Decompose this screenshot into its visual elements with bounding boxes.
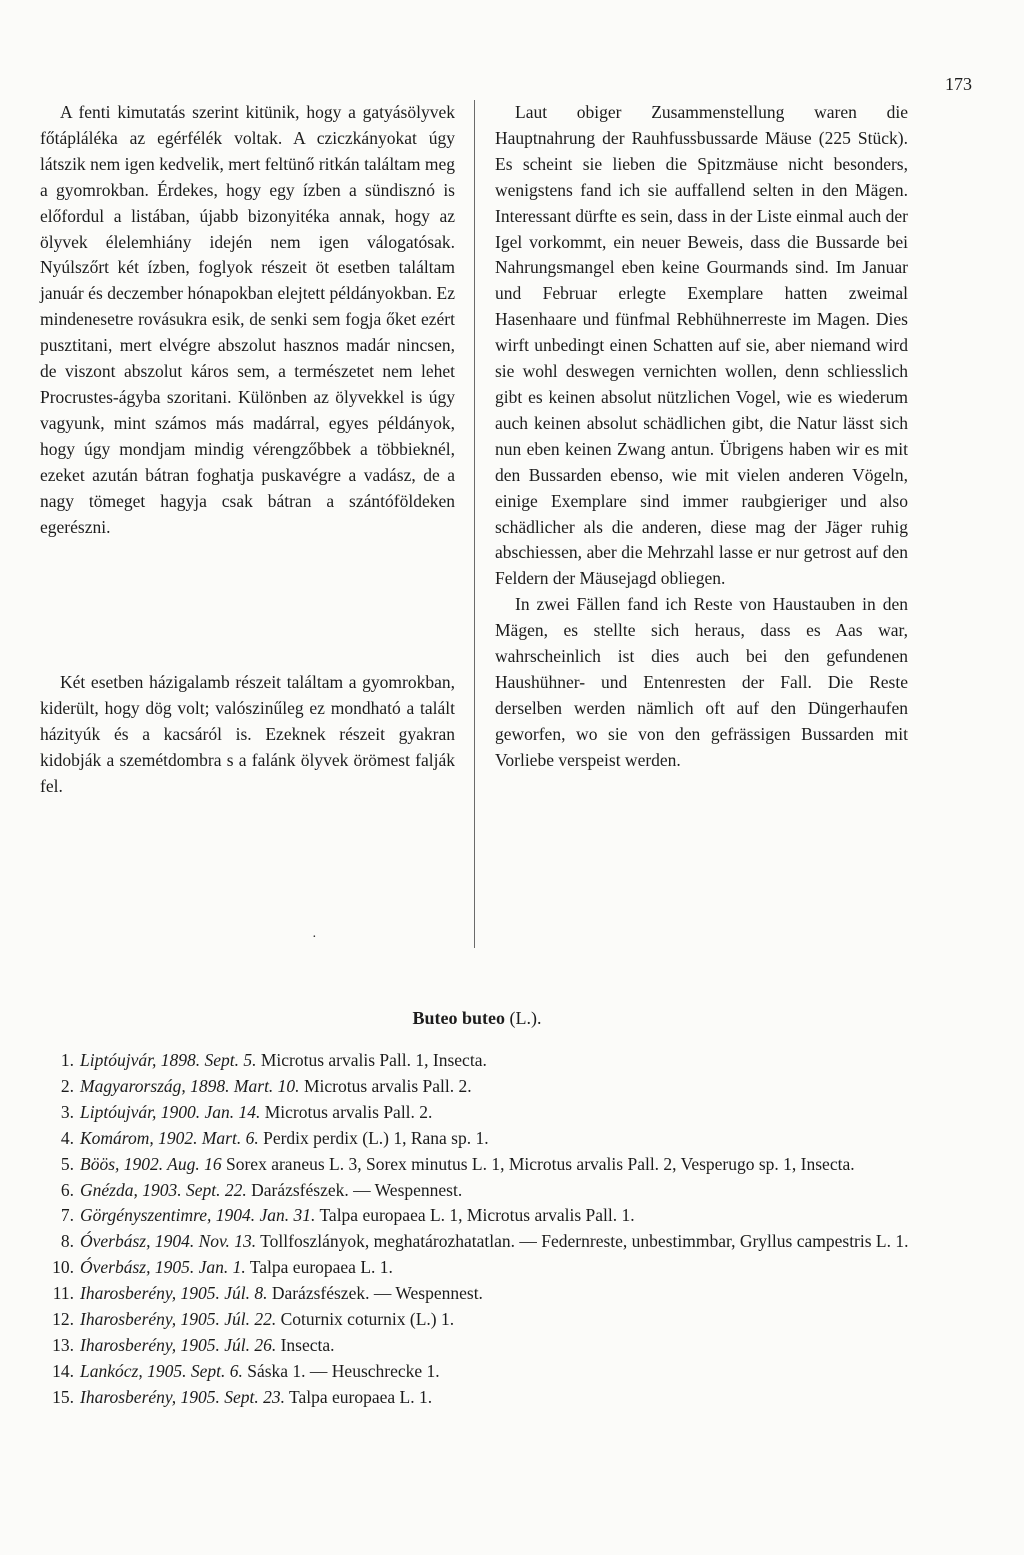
- record-place-date: Liptóujvár, 1900. Jan. 14.: [80, 1101, 261, 1122]
- record-place-date: Iharosberény, 1905. Júl. 26.: [80, 1334, 277, 1355]
- record-place-date: Óverbász, 1904. Nov. 13.: [80, 1231, 257, 1252]
- record-text: Darázsfészek. — Wespennest.: [267, 1283, 483, 1304]
- list-item: [40, 1307, 920, 1333]
- record-number: 3.: [60, 1101, 74, 1122]
- record-text: Sorex araneus L. 3, Sorex minutus L. 1, Microtus arvalis Pall. 2, Vesperugo sp. 1, Insecta.: [221, 1153, 855, 1174]
- record-number: 4.: [60, 1127, 74, 1148]
- record-number: 13.: [52, 1334, 74, 1355]
- list-item: [40, 1048, 920, 1074]
- record-text: Insecta.: [276, 1334, 335, 1355]
- record-place-date: Böös, 1902. Aug. 16: [80, 1153, 222, 1174]
- record-place-date: Óverbász, 1905. Jan. 1.: [80, 1257, 246, 1278]
- record-place-date: Liptóujvár, 1898. Sept. 5.: [80, 1050, 257, 1070]
- record-text: Tollfoszlányok, meghatározhatatlan. — Federnreste, unbestimmbar, Gryllus campestris L. 1.: [256, 1231, 909, 1252]
- record-text: Talpa europaea L. 1.: [245, 1257, 393, 1278]
- section-title: [0, 1008, 954, 1029]
- record-number: 2.: [60, 1075, 74, 1096]
- column-divider: [474, 100, 475, 948]
- left-column: [40, 100, 455, 800]
- record-place-date: Iharosberény, 1905. Júl. 22.: [80, 1309, 277, 1330]
- list-item: [40, 1074, 920, 1100]
- list-item: [40, 1229, 920, 1255]
- record-place-date: Görgényszentimre, 1904. Jan. 31.: [80, 1205, 316, 1226]
- list-item: [40, 1152, 920, 1178]
- list-item: [40, 1255, 920, 1281]
- record-text: Coturnix coturnix (L.) 1.: [276, 1309, 455, 1330]
- record-text: Sáska 1. — Heuschrecke 1.: [242, 1360, 440, 1381]
- column-gap: [40, 540, 455, 670]
- list-item: [40, 1281, 920, 1307]
- record-text: Perdix perdix (L.) 1, Rana sp. 1.: [258, 1127, 489, 1148]
- record-place-date: Gnézda, 1903. Sept. 22.: [80, 1179, 247, 1200]
- record-place-date: Iharosberény, 1905. Júl. 8.: [80, 1283, 268, 1304]
- record-text: Darázsfészek. — Wespennest.: [246, 1179, 463, 1200]
- list-item: [40, 1100, 920, 1126]
- record-place-date: Komárom, 1902. Mart. 6.: [80, 1127, 259, 1148]
- left-paragraph-2: Két esetben házigalamb részeit találtam a gyomrokban, kiderült, hogy dög volt; valószinűleg ez mondható a talált házityúk és a kacsáról is. Ezeknek részeit gyakran kidobják a szemétdombra s a falánk ölyvek örömest falják fel.: [40, 672, 455, 797]
- record-number: 10.: [52, 1257, 74, 1278]
- right-paragraph-1: Laut obiger Zusammenstellung waren die Hauptnahrung der Rauhfussbussarde Mäuse (225 Stück). Es scheint sie lieben die Spitzmäuse nicht besonders, wenigstens fand ich sie auffallend selten in den Mägen. Interessant dürfte es sein, dass in der Liste einmal auch der Igel vorkommt, ein neuer Beweis, dass die Bussarde bei Nahrungsmangel eben keine Gourmands sind. Im Januar und Februar erlegte Exemplare hatten zweimal Hasenhaare und fünfmal Rebhühnerreste im Magen. Dies wirft unbedingt einen Schatten auf sie, aber niemand wird sie wohl deswegen vernichten wollen, denn schliesslich gibt es keinen absolut nützlichen Vogel, wie es wiederum auch keinen absolut schädlichen gibt, die Natur lässt sich nun eben keinen Zwang antun. Übrigens haben wir es mit den Bussarden ebenso, wie mit vielen anderen Vögeln, einige Exemplare sind immer raubgieriger und also schädlicher als die anderen, diese mag der Jäger ruhig abschiessen, aber die Mehrzahl lasse er nur getrost auf den Feldern der Mäusejagd obliegen.: [495, 102, 908, 589]
- record-text: Talpa europaea L. 1, Microtus arvalis Pall. 1.: [315, 1205, 635, 1226]
- record-number: 12.: [52, 1309, 74, 1330]
- record-text: Microtus arvalis Pall. 1, Insecta.: [256, 1050, 487, 1070]
- list-item: [40, 1178, 920, 1204]
- list-item: [40, 1385, 920, 1411]
- record-text: Talpa europaea L. 1.: [284, 1386, 433, 1407]
- record-number: 15.: [52, 1386, 74, 1407]
- record-number: 7.: [60, 1205, 74, 1226]
- list-item: [40, 1203, 920, 1229]
- right-column: [495, 100, 908, 774]
- record-place-date: Iharosberény, 1905. Sept. 23.: [80, 1386, 285, 1407]
- record-number: 1.: [60, 1050, 74, 1070]
- record-place-date: Lankócz, 1905. Sept. 6.: [80, 1360, 243, 1381]
- record-number: 6.: [60, 1179, 74, 1200]
- list-item: [40, 1126, 920, 1152]
- stray-mark: ·: [312, 930, 317, 945]
- page-number: 173: [945, 74, 972, 94]
- record-place-date: Magyarország, 1898. Mart. 10.: [80, 1075, 300, 1096]
- right-paragraph-2: In zwei Fällen fand ich Reste von Haustauben in den Mägen, es stellte sich heraus, dass es Aas war, wahrscheinlich ist dies auch bei den gefundenen Haushühner- und Entenresten der Fall. Die Reste derselben werden nämlich oft auf den Düngerhaufen geworfen, wo sie von den gefrässigen Bussarden mit Vorliebe verspeist werden.: [495, 594, 908, 770]
- record-number: 8.: [60, 1231, 74, 1252]
- record-text: Microtus arvalis Pall. 2.: [299, 1075, 472, 1096]
- section-title-author: (L.).: [505, 1008, 542, 1028]
- record-number: 14.: [52, 1360, 74, 1381]
- list-item: [40, 1359, 920, 1385]
- record-number: 11.: [52, 1283, 74, 1304]
- list-item: [40, 1333, 920, 1359]
- record-text: Microtus arvalis Pall. 2.: [260, 1101, 433, 1122]
- record-number: 5.: [60, 1153, 74, 1174]
- section-title-species: Buteo buteo: [412, 1008, 506, 1028]
- record-list: [40, 1048, 920, 1411]
- left-paragraph-1: A fenti kimutatás szerint kitünik, hogy a gatyásölyvek főtápláléka az egérfélék voltak. A cziczkányokat úgy látszik nem igen kedvelik, mert feltünő ritkán találtam meg a gyomrokban. Érdekes, hogy egy ízben a sündisznó is előfordul a listában, újabb bizonyitéka annak, hogy az ölyvek élelemhiány idején nem igen válogatósak. Nyúlszőrt két ízben, foglyok részeit öt esetben találtam január és deczember hónapokban elejtett példányokban. Ez mindenesetre rovásukra esik, de senki sem fogja őket ezért pusztitani, mert elvégre abszolut hasznos madár nincsen, de viszont abszolut káros sem, a természetet nem lehet Procrustes-ágyba szoritani. Különben az ölyvekkel is úgy vagyunk, mint számos más madárral, egyes példányok, hogy úgy mondjam mindig vérengzőbbek a többieknél, ezeket azután bátran foghatja puskavégre a vadász, de a nagy tömeget hagyja csak bátran a szántóföldeken egerészni.: [40, 102, 455, 537]
